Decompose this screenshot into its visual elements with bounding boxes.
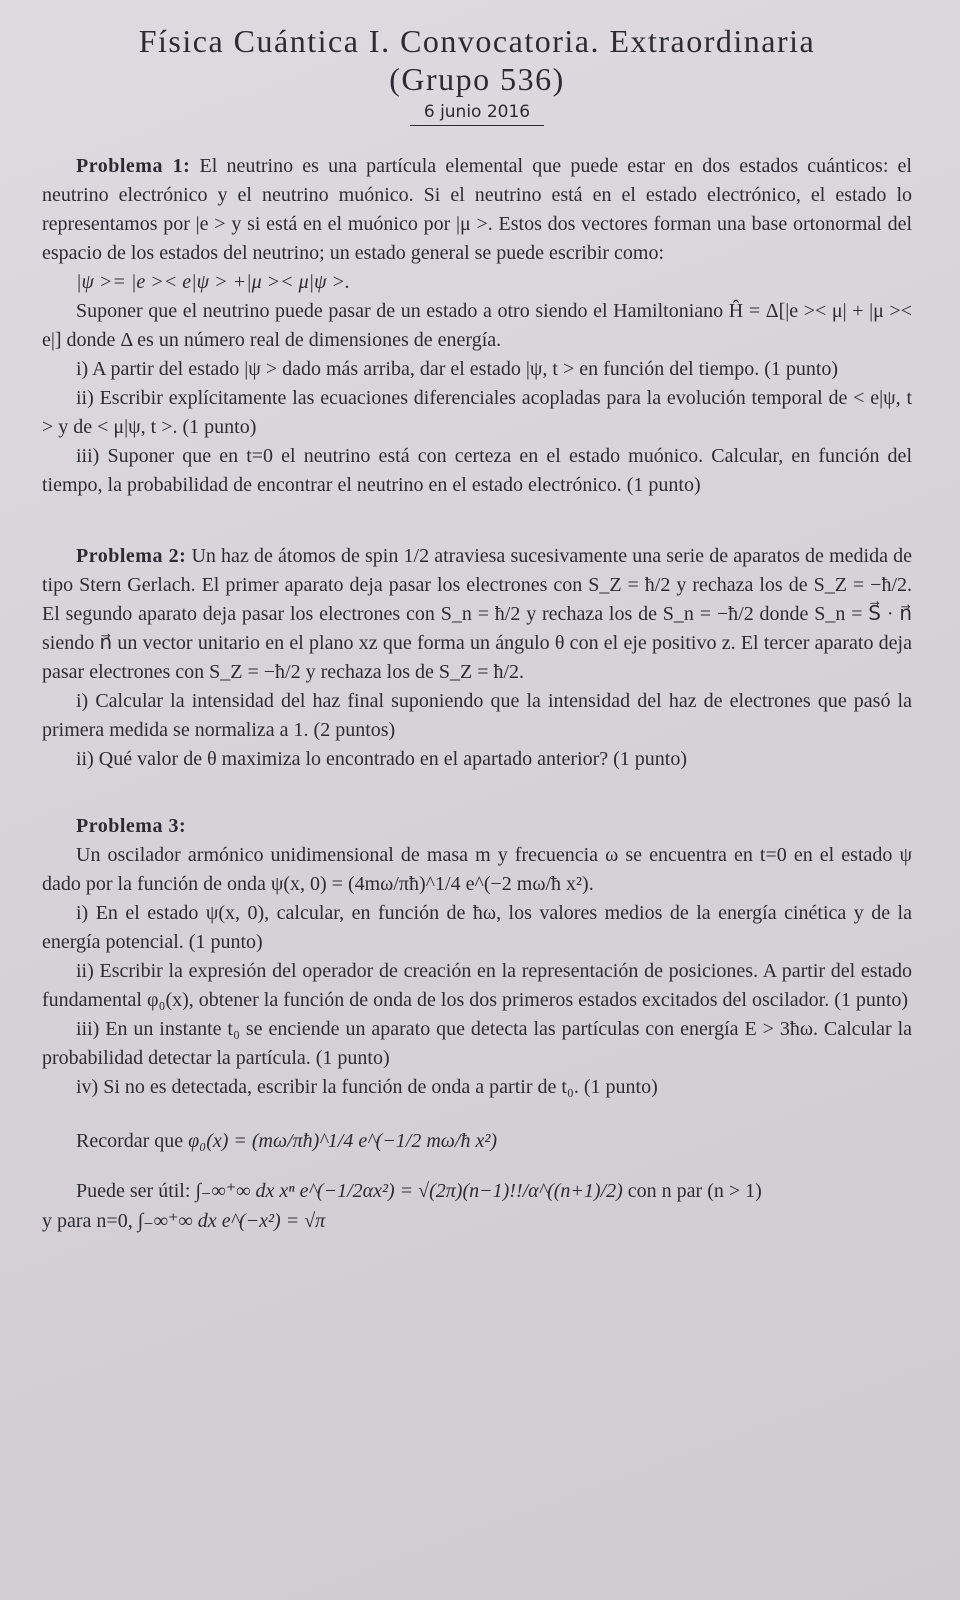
util-formula: ∫₋∞⁺∞ dx xⁿ e^(−1/2αx²) = √(2π)(n−1)!!/α^((n+1)/2) <box>195 1180 623 1202</box>
problem-3-item-iii: iii) En un instante t₀ se enciende un aparato que detecta las partículas con energía E > 3ħω. Calcular la probabilidad detectar la partícula. (1 punto) <box>42 1018 912 1069</box>
problem-3-heading: Problema 3: <box>76 815 187 837</box>
problem-1-intro <box>42 152 912 268</box>
util-label: Puede ser útil: <box>76 1180 191 1202</box>
problem-3-item-ii: ii) Escribir la expresión del operador de creación en la representación de posiciones. A partir del estado fundamental φ₀(x), obtener la función de onda de los dos primeros estados excitados del oscilador. (1 punto) <box>42 960 912 1011</box>
util-condition: con n par (n > 1) <box>627 1180 762 1202</box>
problem-2-item-i: i) Calcular la intensidad del haz final suponiendo que la intensidad del haz de electrones que pasó la primera medida se normaliza a 1. (2 puntos) <box>42 690 912 741</box>
recordar-note <box>42 1126 912 1156</box>
problem-3 <box>42 812 912 1102</box>
exam-date: 6 junio 2016 <box>410 102 544 126</box>
exam-title <box>42 22 912 98</box>
problem-1-item-i: i) A partir del estado |ψ > dado más arriba, dar el estado |ψ, t > en función del tiempo. (1 punto) <box>76 358 839 380</box>
problem-3-item-i: i) En el estado ψ(x, 0), calcular, en función de ħω, los valores medios de la energía cinética y de la energía potencial. (1 punto) <box>42 902 912 953</box>
problem-1 <box>42 152 912 500</box>
problem-1-state-equation: |ψ >= |e >< e|ψ > +|μ >< μ|ψ >. <box>76 271 351 293</box>
problem-2-intro <box>42 542 912 687</box>
n0-formula: ∫₋∞⁺∞ dx e^(−x²) = √π <box>137 1210 326 1232</box>
util-note <box>42 1176 912 1206</box>
exam-date-row <box>42 102 912 126</box>
problem-1-item-ii: ii) Escribir explícitamente las ecuaciones diferenciales acopladas para la evolución temporal de < e|ψ, t > y de < μ|ψ, t >. (1 punto) <box>42 387 912 438</box>
n0-label: y para n=0, <box>42 1210 133 1232</box>
problem-3-item-iv: iv) Si no es detectada, escribir la función de onda a partir de t₀. (1 punto) <box>76 1076 658 1098</box>
problem-2-item-ii: ii) Qué valor de θ maximiza lo encontrado en el apartado anterior? (1 punto) <box>76 748 688 770</box>
problem-1-item-iii: iii) Suponer que en t=0 el neutrino está con certeza en el estado muónico. Calcular, en función del tiempo, la probabilidad de encontrar el neutrino en el estado electrónico. (1 punto) <box>42 445 912 496</box>
problem-1-hamiltonian: Suponer que el neutrino puede pasar de un estado a otro siendo el Hamiltoniano Ĥ = Δ[|e >< μ| + |μ >< e|] donde Δ es un número real de dimensiones de energía. <box>42 300 912 351</box>
problem-3-intro: Un oscilador armónico unidimensional de masa m y frecuencia ω se encuentra en t=0 en el estado ψ dado por la función de onda ψ(x, 0) = (4mω/πħ)^1/4 e^(−2 mω/ħ x²). <box>42 844 912 895</box>
problem-2-heading: Problema 2: <box>76 545 187 567</box>
problem-3-heading-row <box>42 812 912 841</box>
recordar-label: Recordar que <box>76 1130 184 1152</box>
problem-1-intro-text: El neutrino es una partícula elemental que puede estar en dos estados cuánticos: el neutrino electrónico y el neutrino muónico. Si el neutrino está en el estado electrónico, el estado lo representamos por |e > y si está en el muónico por |μ >. Estos dos vectores forman una base ortonormal del espacio de los estados del neutrino; un estado general se puede escribir como: <box>42 155 912 264</box>
problem-2 <box>42 542 912 774</box>
recordar-formula: φ₀(x) = (mω/πħ)^1/4 e^(−1/2 mω/ħ x²) <box>188 1130 498 1152</box>
problem-2-intro-text: Un haz de átomos de spin 1/2 atraviesa sucesivamente una serie de aparatos de medida de tipo Stern Gerlach. El primer aparato deja pasar los electrones con S_Z = ħ/2 y rechaza los de S_Z = −ħ/2. El segundo aparato deja pasar los electrones con S_n = ħ/2 y rechaza los de S_n = −ħ/2 donde S_n = S⃗ · n⃗ siendo n⃗ un vector unitario en el plano xz que forma un ángulo θ con el eje positivo z. El tercer aparato deja pasar electrones con S_Z = −ħ/2 y rechaza los de S_Z = ħ/2. <box>42 545 913 683</box>
title-line-2: (Grupo 536) <box>389 61 565 97</box>
title-line-1: Física Cuántica I. Convocatoria. Extraordinaria <box>138 23 816 59</box>
n0-note <box>42 1206 912 1236</box>
problem-1-heading: Problema 1: <box>76 155 191 177</box>
